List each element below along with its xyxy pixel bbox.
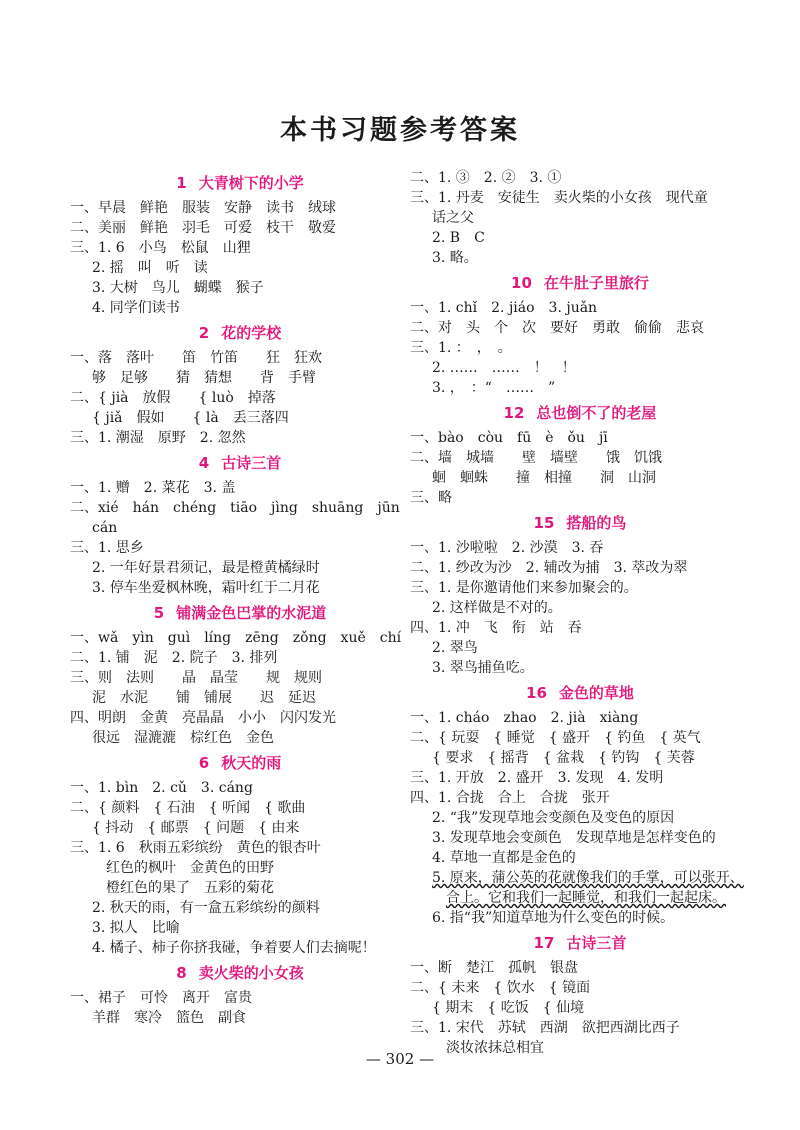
section-heading bbox=[70, 598, 410, 628]
section-number: 12 bbox=[503, 404, 525, 422]
section-heading bbox=[70, 318, 410, 348]
answer-line: 3. ， ：“ …… ” bbox=[432, 380, 556, 396]
answer-line: 蛔 蛔蛛 撞 相撞 洞 山洞 bbox=[432, 470, 656, 486]
answer-line: 二、对 头 个 次 要好 勇敢 偷偷 悲哀 bbox=[410, 320, 704, 336]
section-heading bbox=[70, 748, 410, 778]
answer-line: 2. B C bbox=[432, 230, 485, 246]
answer-line: 二、xié hán chéng tiāo jìng shuāng jūn bbox=[70, 500, 400, 516]
section-heading bbox=[70, 168, 410, 198]
section-title: 搭船的鸟 bbox=[566, 514, 627, 532]
answer-line: 三、略 bbox=[410, 490, 452, 506]
answer-line: 二、1. 纱改为沙 2. 辅改为捕 3. 萃改为翠 bbox=[410, 560, 688, 576]
answer-line: 二、墙 城墙 壁 墙壁 饿 饥饿 bbox=[410, 450, 662, 466]
answer-line: 一、wǎ yìn guì líng zēng zǒng xuě chí bbox=[70, 630, 402, 646]
answer-line: 4. 橘子、柿子你挤我碰，争着要人们去摘呢！ bbox=[92, 940, 376, 956]
right-column bbox=[410, 168, 750, 1058]
section-title: 卖火柴的小女孩 bbox=[198, 964, 304, 982]
section-number: 16 bbox=[526, 684, 547, 702]
section-title: 古诗三首 bbox=[221, 454, 282, 472]
answer-line: 泥 水泥 铺 铺展 迟 延迟 bbox=[92, 690, 316, 706]
section-number: 10 bbox=[511, 274, 532, 292]
answer-line: 4. 草地一直都是金色的 bbox=[432, 850, 576, 866]
answer-line: 二、1. ③ 2. ② 3. ① bbox=[410, 170, 562, 186]
answer-line: { jiǎ 假如 { là 丢三落四 bbox=[92, 410, 289, 426]
answer-line: 很远 湿漉漉 棕红色 金色 bbox=[92, 730, 274, 746]
answer-line: 三、1. 潮湿 原野 2. 忽然 bbox=[70, 430, 246, 446]
answer-line: 一、早晨 鲜艳 服装 安静 读书 绒球 bbox=[70, 200, 336, 216]
section-heading bbox=[410, 268, 750, 298]
section-number: 15 bbox=[533, 514, 555, 532]
answer-line: cán bbox=[92, 520, 118, 536]
answer-line: 三、1. 宋代 苏轼 西湖 欲把西湖比西子 bbox=[410, 1020, 680, 1036]
answer-line: 2. 这样做是不对的。 bbox=[432, 600, 562, 616]
answer-line: 4. 同学们读书 bbox=[92, 300, 180, 316]
answer-line: 三、1. 6 秋雨五彩缤纷 黄色的银杏叶 bbox=[70, 840, 321, 856]
answer-line: 一、落 落叶 笛 竹笛 狂 狂欢 bbox=[70, 350, 322, 366]
answer-line: 2. 翠鸟 bbox=[432, 640, 478, 656]
answer-line: 2. “我”发现草地会变颜色及变色的原因 bbox=[432, 810, 675, 826]
answer-line: 淡妆浓抹总相宜 bbox=[446, 1040, 544, 1056]
section-number: 6 bbox=[198, 754, 210, 772]
answer-line: { 要求 { 摇背 { 盆栽 { 钓钩 { 芙蓉 bbox=[432, 750, 695, 766]
answer-line: 3. 停车坐爱枫林晚，霜叶红于二月花 bbox=[92, 580, 320, 596]
answer-line: 三、1. 丹麦 安徒生 卖火柴的小女孩 现代童 bbox=[410, 190, 708, 206]
answer-line: 5. 原来，蒲公英的花就像我们的手掌，可以张开、 bbox=[432, 870, 744, 886]
answer-line: 三、1. 是你邀请他们来参加聚会的。 bbox=[410, 580, 638, 596]
answer-line: 一、1. bìn 2. cǔ 3. cáng bbox=[70, 780, 253, 796]
answer-line: 合上。它和我们一起睡觉，和我们一起起床。 bbox=[446, 890, 726, 906]
answer-line: 一、断 楚江 孤帆 银盘 bbox=[410, 960, 578, 976]
section-heading bbox=[410, 678, 750, 708]
answer-line: 话之父 bbox=[432, 210, 474, 226]
answer-line: 二、美丽 鲜艳 羽毛 可爱 枝干 敬爱 bbox=[70, 220, 336, 236]
section-heading bbox=[70, 448, 410, 478]
answer-line: 3. 大树 鸟儿 蝴蝶 猴子 bbox=[92, 280, 264, 296]
answer-line: 二、{ jià 放假 { luò 掉落 bbox=[70, 390, 276, 406]
answer-line: 橙红色的果了 五彩的菊花 bbox=[106, 880, 274, 896]
section-heading bbox=[410, 928, 750, 958]
section-title: 花的学校 bbox=[221, 324, 282, 342]
answer-line: 二、{ 未来 { 饮水 { 镜面 bbox=[410, 980, 591, 996]
answer-line: 三、1. 思乡 bbox=[70, 540, 144, 556]
answer-line: 四、1. 合拢 合上 合拢 张开 bbox=[410, 790, 610, 806]
section-heading bbox=[70, 958, 410, 988]
section-title: 在牛肚子里旅行 bbox=[543, 274, 649, 292]
answer-line: 红色的枫叶 金黄色的田野 bbox=[106, 860, 274, 876]
answer-line: 一、裙子 可怜 离开 富贵 bbox=[70, 990, 252, 1006]
answer-line: 2. 摇 叫 听 读 bbox=[92, 260, 208, 276]
section-number: 17 bbox=[533, 934, 555, 952]
section-title: 秋天的雨 bbox=[221, 754, 282, 772]
answer-line: 三、则 法则 晶 晶莹 规 规则 bbox=[70, 670, 322, 686]
section-number: 4 bbox=[198, 454, 210, 472]
answer-line: 3. 发现草地会变颜色 发现草地是怎样变色的 bbox=[432, 830, 716, 846]
section-number: 8 bbox=[176, 964, 187, 982]
answer-line: 3. 略。 bbox=[432, 250, 478, 266]
answer-line: 2. …… …… ！ ！ bbox=[432, 360, 576, 376]
answer-line: 2. 秋天的雨，有一盒五彩缤纷的颜料 bbox=[92, 900, 320, 916]
section-heading bbox=[410, 508, 750, 538]
answer-line: 二、{ 玩耍 { 睡觉 { 盛开 { 钓鱼 { 英气 bbox=[410, 730, 701, 746]
left-column bbox=[70, 168, 410, 1028]
section-number: 2 bbox=[198, 324, 210, 342]
section-title: 金色的草地 bbox=[558, 684, 634, 702]
answer-line: 一、1. 沙啦啦 2. 沙漠 3. 吞 bbox=[410, 540, 604, 556]
answer-line: 二、1. 铺 泥 2. 院子 3. 排列 bbox=[70, 650, 278, 666]
answer-line: 四、明朗 金黄 亮晶晶 小小 闪闪发光 bbox=[70, 710, 336, 726]
page-number: — 302 — bbox=[365, 1050, 435, 1068]
section-title: 大青树下的小学 bbox=[198, 174, 304, 192]
section-number: 5 bbox=[153, 604, 165, 622]
answer-line: { 抖动 { 邮票 { 问题 { 由来 bbox=[92, 820, 300, 836]
section-title: 总也倒不了的老屋 bbox=[536, 404, 657, 422]
answer-line: 3. 翠鸟捕鱼吃。 bbox=[432, 660, 534, 676]
answer-line: 四、1. 冲 飞 衔 站 吞 bbox=[410, 620, 582, 636]
section-number: 1 bbox=[176, 174, 187, 192]
section-heading bbox=[410, 398, 750, 428]
answer-line: 一、1. chǐ 2. jiáo 3. juǎn bbox=[410, 300, 598, 316]
answer-line: 一、bào còu fū è ǒu jī bbox=[410, 430, 608, 446]
answer-line: 三、1. ： ， 。 bbox=[410, 340, 512, 356]
answer-line: 6. 指“我”知道草地为什么变色的时候。 bbox=[432, 910, 675, 926]
answer-line: 够 足够 猜 猜想 背 手臂 bbox=[92, 370, 316, 386]
answer-line: 羊群 寒冷 篮色 副食 bbox=[92, 1010, 246, 1026]
answer-line: 2. 一年好景君须记，最是橙黄橘绿时 bbox=[92, 560, 320, 576]
answer-line: 一、1. 赠 2. 菜花 3. 盖 bbox=[70, 480, 236, 496]
page-title: 本书习题参考答案 bbox=[280, 115, 520, 146]
answer-line: 3. 拟人 比喻 bbox=[92, 920, 180, 936]
answer-line: 三、1. 6 小鸟 松鼠 山狸 bbox=[70, 240, 251, 256]
answer-line: 三、1. 开放 2. 盛开 3. 发现 4. 发明 bbox=[410, 770, 664, 786]
answer-line: { 期末 { 吃饭 { 仙境 bbox=[432, 1000, 585, 1016]
section-title: 古诗三首 bbox=[566, 934, 627, 952]
answer-line: 二、{ 颜料 { 石油 { 听闻 { 歌曲 bbox=[70, 800, 306, 816]
answer-line: 一、1. cháo zhao 2. jià xiàng bbox=[410, 710, 639, 726]
section-title: 铺满金色巴掌的水泥道 bbox=[176, 604, 327, 622]
